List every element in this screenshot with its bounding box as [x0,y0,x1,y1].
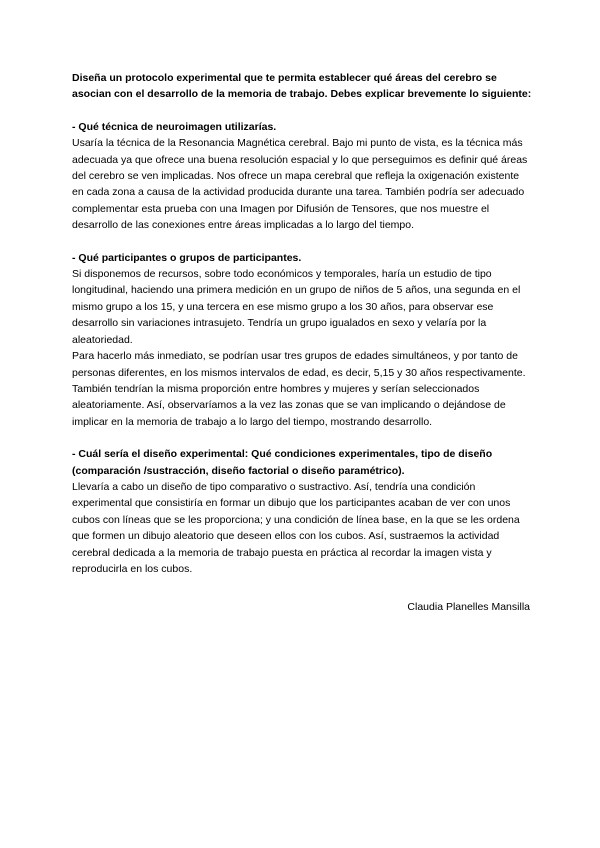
section-heading: - Cuál sería el diseño experimental: Qué condiciones experimentales, tipo de diseño (comparación /sustracción, diseño factorial o diseño paramétrico). [72,448,493,477]
section-paragraph: Si disponemos de recursos, sobre todo económicos y temporales, haría un estudio de tipo longitudinal, haciendo una primera medición en un grupo de niños de 5 años, una segunda en el mismo grupo a los 15, y una tercera en ese mismo grupo a los 30 años, para observar ese desarrollo sin variaciones intrasujeto. Tendría un grupo igualados en sexo y velaría por la aleatoriedad. [72,268,521,346]
section-paragraph: Usaría la técnica de la Resonancia Magnética cerebral. Bajo mi punto de vista, es la técnica más adecuada ya que ofrece una buena resolución espacial y lo que perseguimos es definir qué áreas del cerebro se ven implicadas. Nos ofrece un mapa cerebral que refleja la oxigenación existente en cada zona a causa de la actividad producida durante una tarea. También podría ser adecuado complementar esta prueba con una Imagen por Difusión de Tensores, que nos muestre el desarrollo de las conexiones entre áreas implicadas a lo largo del tiempo. [72,137,528,232]
section-paragraph: Para hacerlo más inmediato, se podrían usar tres grupos de edades simultáneos, y por tanto de personas diferentes, en los mismos intervalos de edad, es decir, 5,15 y 30 años respectivamente. También tendrían la misma proporción entre hombres y mujeres y serían seleccionados aleatoriamente. Así, observaríamos a la vez las zonas que se van implicando o dejándose de implicar en la memoria de trabajo a lo largo del tiempo, mostrando desarrollo. [72,350,526,428]
section-heading: - Qué participantes o grupos de participantes. [72,251,302,264]
section-paragraph: Llevaría a cabo un diseño de tipo comparativo o sustractivo. Así, tendría una condición experimental que consistiría en formar un dibujo que los participantes acaban de ver con unos cubos con líneas que se les proporciona; y una condición de línea base, en la que se les ordena que formen un dibujo aleatorio que deseen ellos con los cubos. Así, sustraemos la actividad cerebral dedicada a la memoria de trabajo puesta en práctica al recordar la imagen vista y reproducirla en los cubos. [72,480,520,575]
section-heading: - Qué técnica de neuroimagen utilizarías. [72,120,277,133]
section-participants [72,250,532,430]
section-experimental-design [72,446,532,577]
author-signature: Claudia Planelles Mansilla [407,601,530,613]
document-body [72,70,532,577]
section-neuroimaging-technique [72,119,532,234]
intro-question: Diseña un protocolo experimental que te permita establecer qué áreas del cerebro se asocian con el desarrollo de la memoria de trabajo. Debes explicar brevemente lo siguiente: [72,72,532,101]
